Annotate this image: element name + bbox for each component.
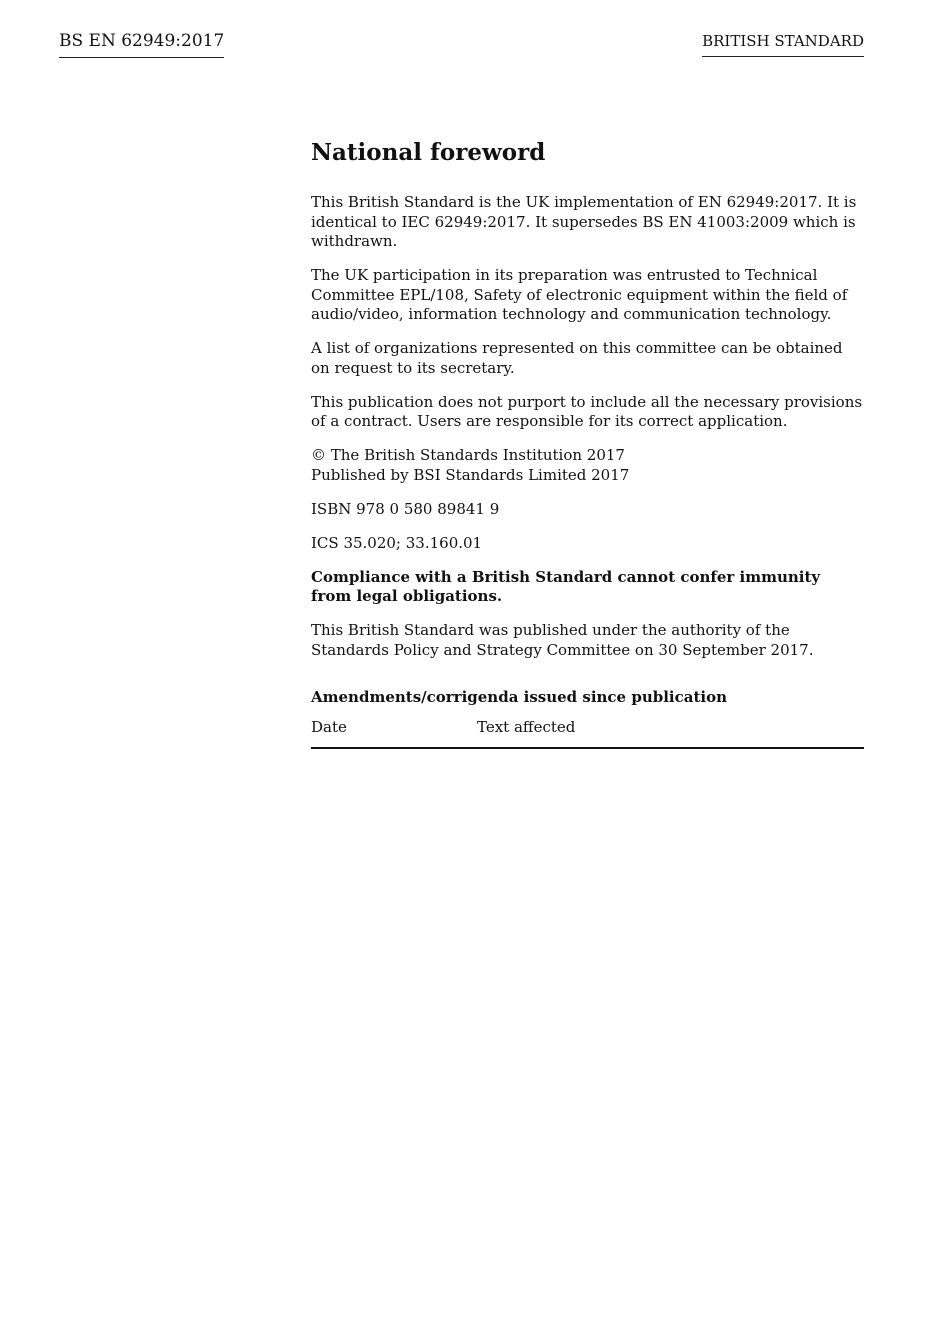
authority-paragraph: This British Standard was published under the authority of the Standards Policy and Strategy Committee on 30 September 2017. — [311, 621, 814, 659]
amendments-title: Amendments/corrigenda issued since publication — [311, 688, 727, 706]
provisions-paragraph: This publication does not purport to include all the necessary provisions of a contract. Users are responsible for its correct application. — [311, 392, 863, 430]
document-id: BS EN 62949:2017 — [59, 30, 224, 58]
implementation-paragraph: This British Standard is the UK implementation of EN 62949:2017. It is identical to IEC 62949:2017. It supersedes BS EN 41003:2009 which is withdrawn. — [311, 193, 857, 250]
compliance-notice: Compliance with a British Standard cannot confer immunity from legal obligations. — [311, 567, 821, 605]
column-header-date: Date — [311, 717, 347, 736]
committee-paragraph: The UK participation in its preparation was entrusted to Technical Committee EPL/108, Safety of electronic equipment within the field of audio/video, information technology and communication technology. — [311, 266, 848, 323]
copyright-line: © The British Standards Institution 2017 — [311, 446, 625, 464]
column-header-text-affected: Text affected — [477, 717, 576, 736]
page-title: National foreword — [311, 139, 546, 166]
copyright-block — [311, 446, 864, 485]
publisher-line: Published by BSI Standards Limited 2017 — [311, 465, 630, 484]
national-foreword-section — [311, 138, 864, 749]
amendments-table — [311, 718, 864, 750]
isbn: ISBN 978 0 580 89841 9 — [311, 499, 500, 518]
document-category: BRITISH STANDARD — [702, 31, 864, 57]
ics: ICS 35.020; 33.160.01 — [311, 533, 483, 552]
organizations-paragraph: A list of organizations represented on this committee can be obtained on request to its secretary. — [311, 339, 843, 377]
